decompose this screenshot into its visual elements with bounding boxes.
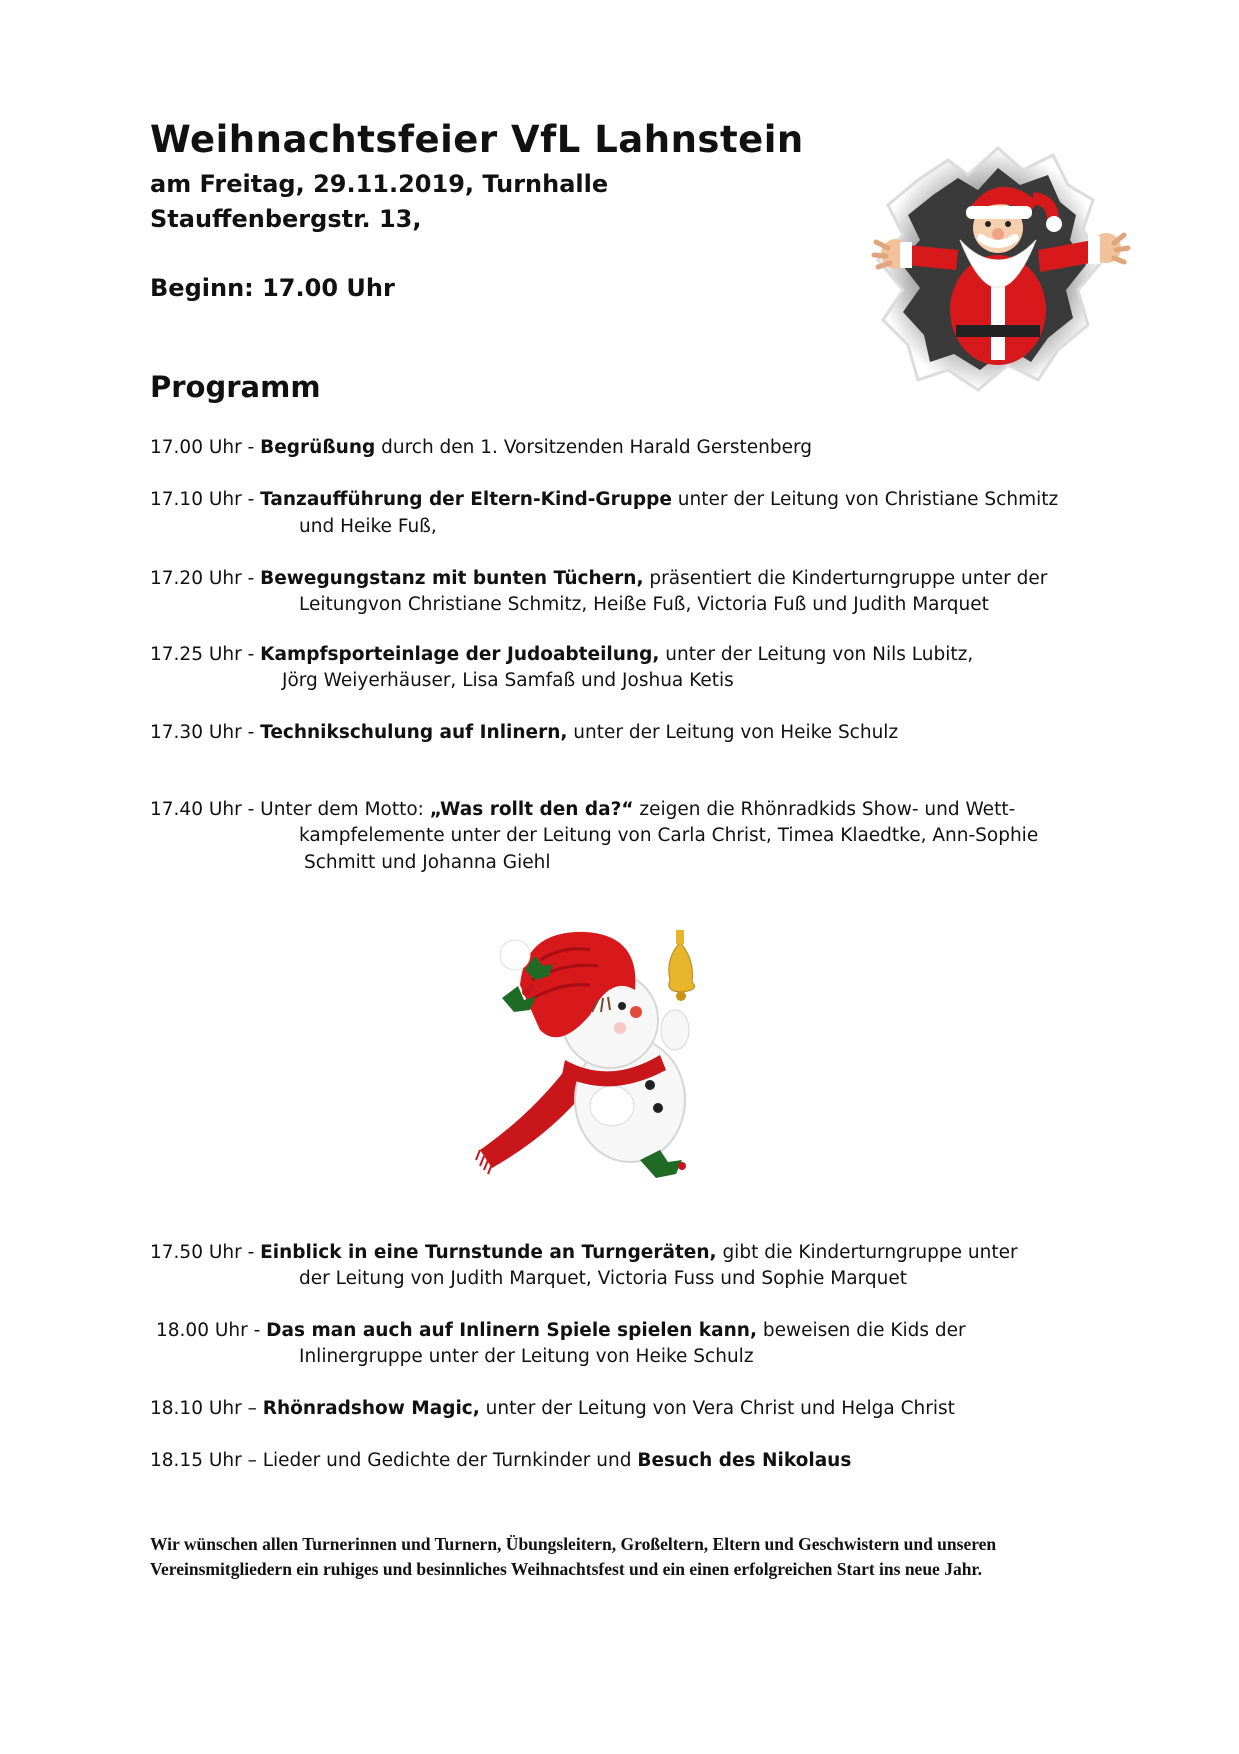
program-item: 17.10 Uhr - Tanzaufführung der Eltern-Kind-Gruppe unter der Leitung von Christiane Schmitz	[150, 489, 1059, 510]
snowman-image	[470, 920, 770, 1190]
event-date-location: am Freitag, 29.11.2019, Turnhalle	[150, 170, 609, 198]
program-item: 18.15 Uhr – Lieder und Gedichte der Turnkinder und Besuch des Nikolaus	[150, 1450, 852, 1471]
event-address: Stauffenbergstr. 13,	[150, 205, 422, 233]
program-item: 17.00 Uhr - Begrüßung durch den 1. Vorsitzenden Harald Gerstenberg	[150, 437, 812, 458]
event-start-time: Beginn: 17.00 Uhr	[150, 274, 395, 302]
program-item-continuation: Leitungvon Christiane Schmitz, Heiße Fuß, Victoria Fuß und Judith Marquet	[299, 594, 989, 615]
program-item: 17.30 Uhr - Technikschulung auf Inlinern, unter der Leitung von Heike Schulz	[150, 722, 899, 743]
program-item: 17.50 Uhr - Einblick in eine Turnstunde an Turngeräten, gibt die Kinderturngruppe unter	[150, 1242, 1018, 1263]
program-item: 18.00 Uhr - Das man auch auf Inlinern Spiele spielen kann, beweisen die Kids der	[156, 1320, 966, 1341]
santa-image	[848, 140, 1148, 402]
program-heading: Programm	[150, 370, 321, 404]
program-item-continuation: Schmitt und Johanna Giehl	[304, 852, 551, 873]
program-item: 17.25 Uhr - Kampfsporteinlage der Judoabteilung, unter der Leitung von Nils Lubitz,	[150, 644, 974, 665]
program-item-continuation: Inlinergruppe unter der Leitung von Heike Schulz	[299, 1346, 754, 1367]
closing-line-1: Wir wünschen allen Turnerinnen und Turnern, Übungsleitern, Großeltern, Eltern und Geschwistern und unseren	[150, 1534, 997, 1554]
program-item: 17.20 Uhr - Bewegungstanz mit bunten Tüchern, präsentiert die Kinderturngruppe unter der	[150, 568, 1048, 589]
program-item-continuation: und Heike Fuß,	[299, 516, 437, 537]
program-item-continuation: kampfelemente unter der Leitung von Carla Christ, Timea Klaedtke, Ann-Sophie	[299, 825, 1039, 846]
program-item-continuation: der Leitung von Judith Marquet, Victoria Fuss und Sophie Marquet	[299, 1268, 907, 1289]
program-item-continuation: Jörg Weiyerhäuser, Lisa Samfaß und Joshua Ketis	[282, 670, 734, 691]
program-item: 17.40 Uhr - Unter dem Motto: „Was rollt den da?“ zeigen die Rhönradkids Show- und Wett-	[150, 799, 1016, 820]
program-item: 18.10 Uhr – Rhönradshow Magic, unter der Leitung von Vera Christ und Helga Christ	[150, 1398, 955, 1419]
page-title: Weihnachtsfeier VfL Lahnstein	[150, 118, 804, 161]
closing-line-2: Vereinsmitgliedern ein ruhiges und besinnliches Weihnachtsfest und ein einen erfolgreichen Start ins neue Jahr.	[150, 1559, 982, 1579]
closing-greeting	[150, 1532, 1090, 1582]
